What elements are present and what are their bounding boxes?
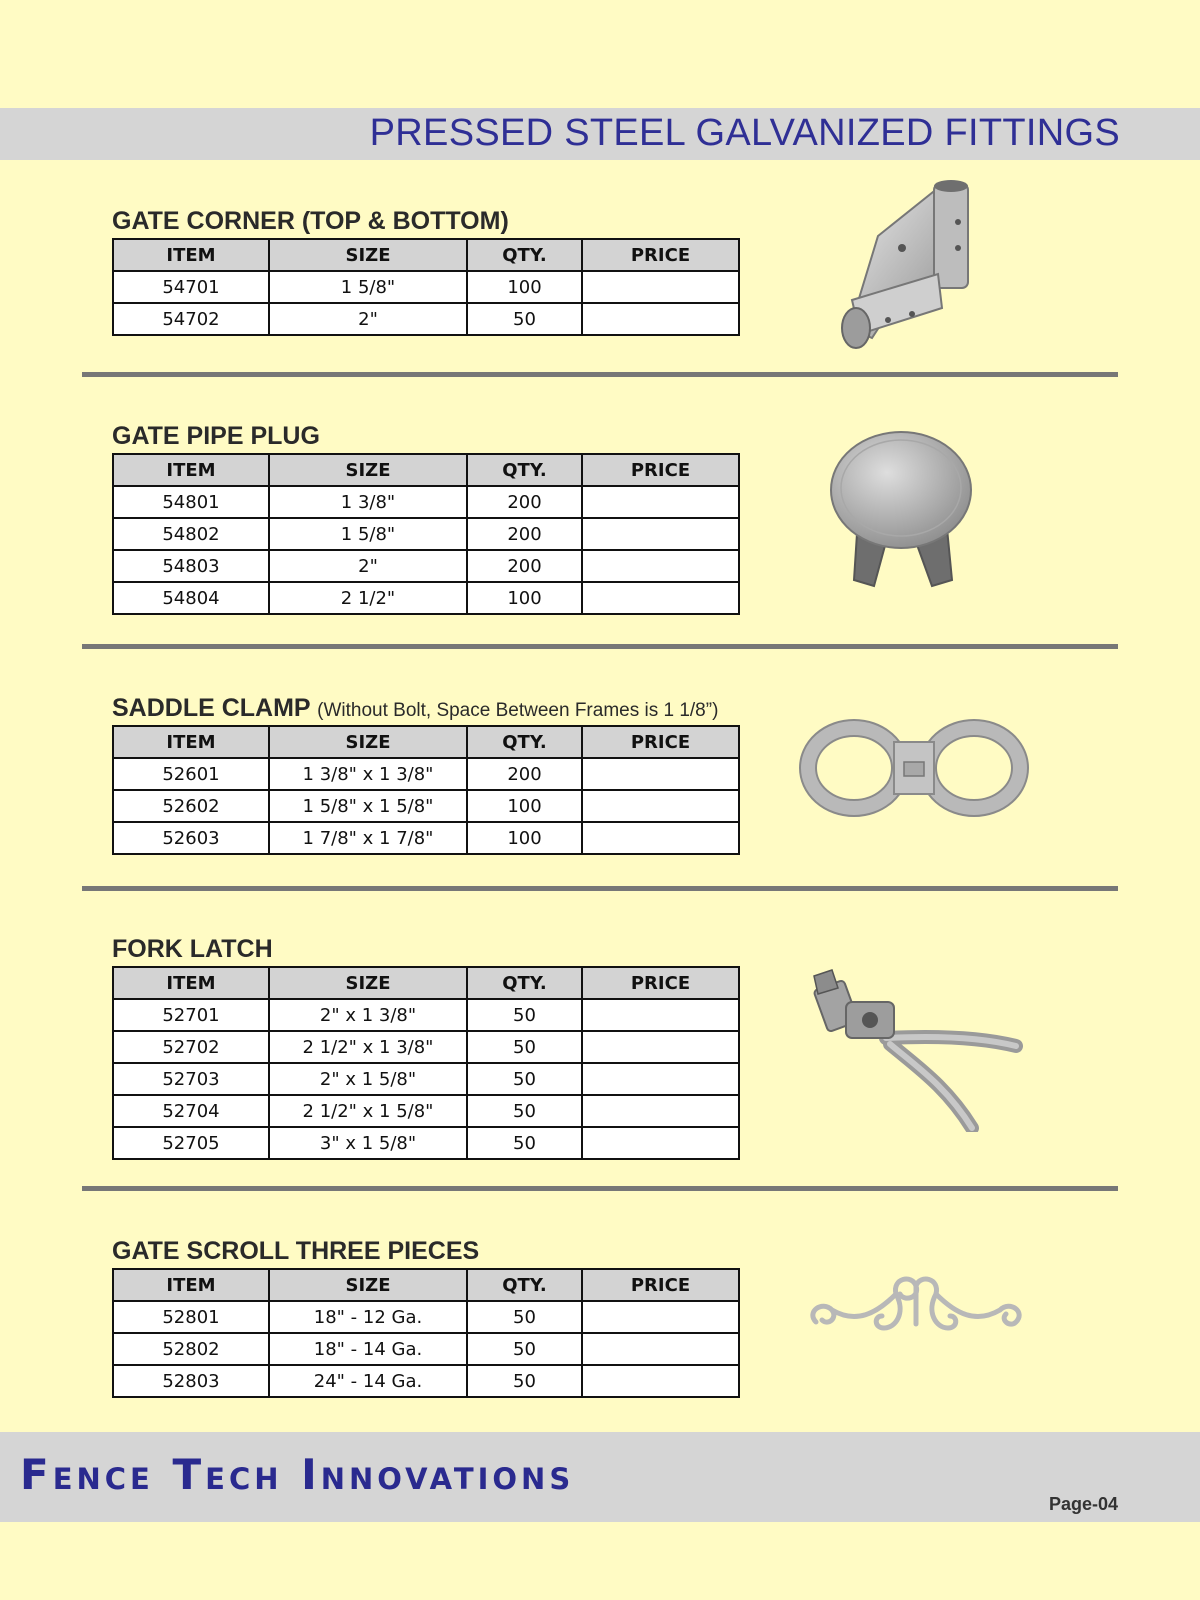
size-cell: 18" - 12 Ga.	[269, 1301, 467, 1333]
size-cell: 2 1/2" x 1 5/8"	[269, 1095, 467, 1127]
qty-cell: 200	[467, 518, 582, 550]
gate-corner-icon	[838, 178, 1000, 358]
price-cell	[582, 758, 739, 790]
section-divider	[82, 1186, 1118, 1191]
price-cell	[582, 486, 739, 518]
size-cell: 2 1/2"	[269, 582, 467, 614]
item-cell: 54803	[113, 550, 269, 582]
qty-cell: 100	[467, 582, 582, 614]
table-row	[113, 582, 739, 614]
col-header-size: SIZE	[269, 1269, 467, 1301]
col-header-size: SIZE	[269, 239, 467, 271]
table-header-row	[113, 967, 739, 999]
qty-cell: 200	[467, 758, 582, 790]
size-cell: 1 5/8"	[269, 518, 467, 550]
size-cell: 24" - 14 Ga.	[269, 1365, 467, 1397]
col-header-price: PRICE	[582, 967, 739, 999]
col-header-item: ITEM	[113, 726, 269, 758]
col-header-qty: QTY.	[467, 239, 582, 271]
table-header-row	[113, 454, 739, 486]
size-cell: 1 5/8" x 1 5/8"	[269, 790, 467, 822]
table-header-row	[113, 726, 739, 758]
qty-cell: 50	[467, 999, 582, 1031]
size-cell: 2" x 1 3/8"	[269, 999, 467, 1031]
size-cell: 1 7/8" x 1 7/8"	[269, 822, 467, 854]
price-cell	[582, 1365, 739, 1397]
section-title: FORK LATCH	[112, 935, 273, 963]
table-header-row	[113, 239, 739, 271]
col-header-size: SIZE	[269, 967, 467, 999]
qty-cell: 50	[467, 1301, 582, 1333]
size-cell: 18" - 14 Ga.	[269, 1333, 467, 1365]
table-row	[113, 518, 739, 550]
item-cell: 52702	[113, 1031, 269, 1063]
pipe-plug-icon	[828, 430, 974, 590]
qty-cell: 100	[467, 790, 582, 822]
table-row	[113, 790, 739, 822]
qty-cell: 100	[467, 822, 582, 854]
qty-cell: 50	[467, 303, 582, 335]
section-divider	[82, 886, 1118, 891]
table-row	[113, 1095, 739, 1127]
price-cell	[582, 1031, 739, 1063]
size-cell: 1 5/8"	[269, 271, 467, 303]
page-number: Page-04	[1048, 1494, 1118, 1514]
qty-cell: 200	[467, 486, 582, 518]
product-table	[112, 966, 740, 1160]
table-row	[113, 1127, 739, 1159]
section-title: GATE PIPE PLUG	[112, 422, 320, 450]
product-table	[112, 1268, 740, 1398]
item-cell: 54701	[113, 271, 269, 303]
size-cell: 1 3/8"	[269, 486, 467, 518]
item-cell: 52601	[113, 758, 269, 790]
section-title: GATE CORNER (TOP & BOTTOM)	[112, 207, 509, 235]
qty-cell: 50	[467, 1095, 582, 1127]
footer-band	[0, 1432, 1200, 1522]
qty-cell: 50	[467, 1127, 582, 1159]
section-divider	[82, 372, 1118, 377]
item-cell: 52703	[113, 1063, 269, 1095]
fork-latch-icon	[806, 966, 1026, 1132]
table-row	[113, 1333, 739, 1365]
qty-cell: 50	[467, 1031, 582, 1063]
table-row	[113, 1365, 739, 1397]
price-cell	[582, 582, 739, 614]
qty-cell: 50	[467, 1063, 582, 1095]
col-header-price: PRICE	[582, 1269, 739, 1301]
title-band	[0, 108, 1200, 160]
size-cell: 2 1/2" x 1 3/8"	[269, 1031, 467, 1063]
table-row	[113, 1031, 739, 1063]
item-cell: 54804	[113, 582, 269, 614]
col-header-qty: QTY.	[467, 454, 582, 486]
product-table	[112, 725, 740, 855]
qty-cell: 50	[467, 1333, 582, 1365]
item-cell: 52705	[113, 1127, 269, 1159]
price-cell	[582, 1301, 739, 1333]
price-cell	[582, 1095, 739, 1127]
item-cell: 54801	[113, 486, 269, 518]
page-title: PRESSED STEEL GALVANIZED FITTINGS	[369, 112, 1120, 154]
size-cell: 2"	[269, 303, 467, 335]
item-cell: 52704	[113, 1095, 269, 1127]
size-cell: 2" x 1 5/8"	[269, 1063, 467, 1095]
table-row	[113, 271, 739, 303]
item-cell: 52701	[113, 999, 269, 1031]
section-divider	[82, 644, 1118, 649]
table-row	[113, 1301, 739, 1333]
table-header-row	[113, 1269, 739, 1301]
price-cell	[582, 271, 739, 303]
col-header-price: PRICE	[582, 239, 739, 271]
col-header-price: PRICE	[582, 726, 739, 758]
size-cell: 1 3/8" x 1 3/8"	[269, 758, 467, 790]
product-table	[112, 453, 740, 615]
price-cell	[582, 1063, 739, 1095]
col-header-qty: QTY.	[467, 967, 582, 999]
brand-name: Fence Tech Innovations	[20, 1450, 575, 1499]
saddle-clamp-icon	[796, 712, 1032, 824]
col-header-price: PRICE	[582, 454, 739, 486]
product-table	[112, 238, 740, 336]
table-row	[113, 550, 739, 582]
col-header-item: ITEM	[113, 454, 269, 486]
table-row	[113, 758, 739, 790]
qty-cell: 100	[467, 271, 582, 303]
gate-scroll-icon	[796, 1272, 1036, 1350]
col-header-item: ITEM	[113, 967, 269, 999]
section-note: (Without Bolt, Space Between Frames is 1 1/8”)	[317, 700, 719, 721]
price-cell	[582, 999, 739, 1031]
size-cell: 3" x 1 5/8"	[269, 1127, 467, 1159]
price-cell	[582, 303, 739, 335]
item-cell: 52803	[113, 1365, 269, 1397]
item-cell: 52603	[113, 822, 269, 854]
col-header-size: SIZE	[269, 726, 467, 758]
item-cell: 52801	[113, 1301, 269, 1333]
table-row	[113, 1063, 739, 1095]
section-title: SADDLE CLAMP (Without Bolt, Space Between Frames is 1 1/8”)	[112, 694, 719, 722]
size-cell: 2"	[269, 550, 467, 582]
col-header-size: SIZE	[269, 454, 467, 486]
item-cell: 54702	[113, 303, 269, 335]
table-row	[113, 822, 739, 854]
price-cell	[582, 518, 739, 550]
table-row	[113, 303, 739, 335]
price-cell	[582, 790, 739, 822]
col-header-item: ITEM	[113, 1269, 269, 1301]
col-header-qty: QTY.	[467, 1269, 582, 1301]
table-row	[113, 999, 739, 1031]
item-cell: 54802	[113, 518, 269, 550]
section-title: GATE SCROLL THREE PIECES	[112, 1237, 480, 1265]
price-cell	[582, 1333, 739, 1365]
table-row	[113, 486, 739, 518]
price-cell	[582, 822, 739, 854]
col-header-item: ITEM	[113, 239, 269, 271]
qty-cell: 50	[467, 1365, 582, 1397]
price-cell	[582, 1127, 739, 1159]
qty-cell: 200	[467, 550, 582, 582]
item-cell: 52802	[113, 1333, 269, 1365]
price-cell	[582, 550, 739, 582]
col-header-qty: QTY.	[467, 726, 582, 758]
item-cell: 52602	[113, 790, 269, 822]
